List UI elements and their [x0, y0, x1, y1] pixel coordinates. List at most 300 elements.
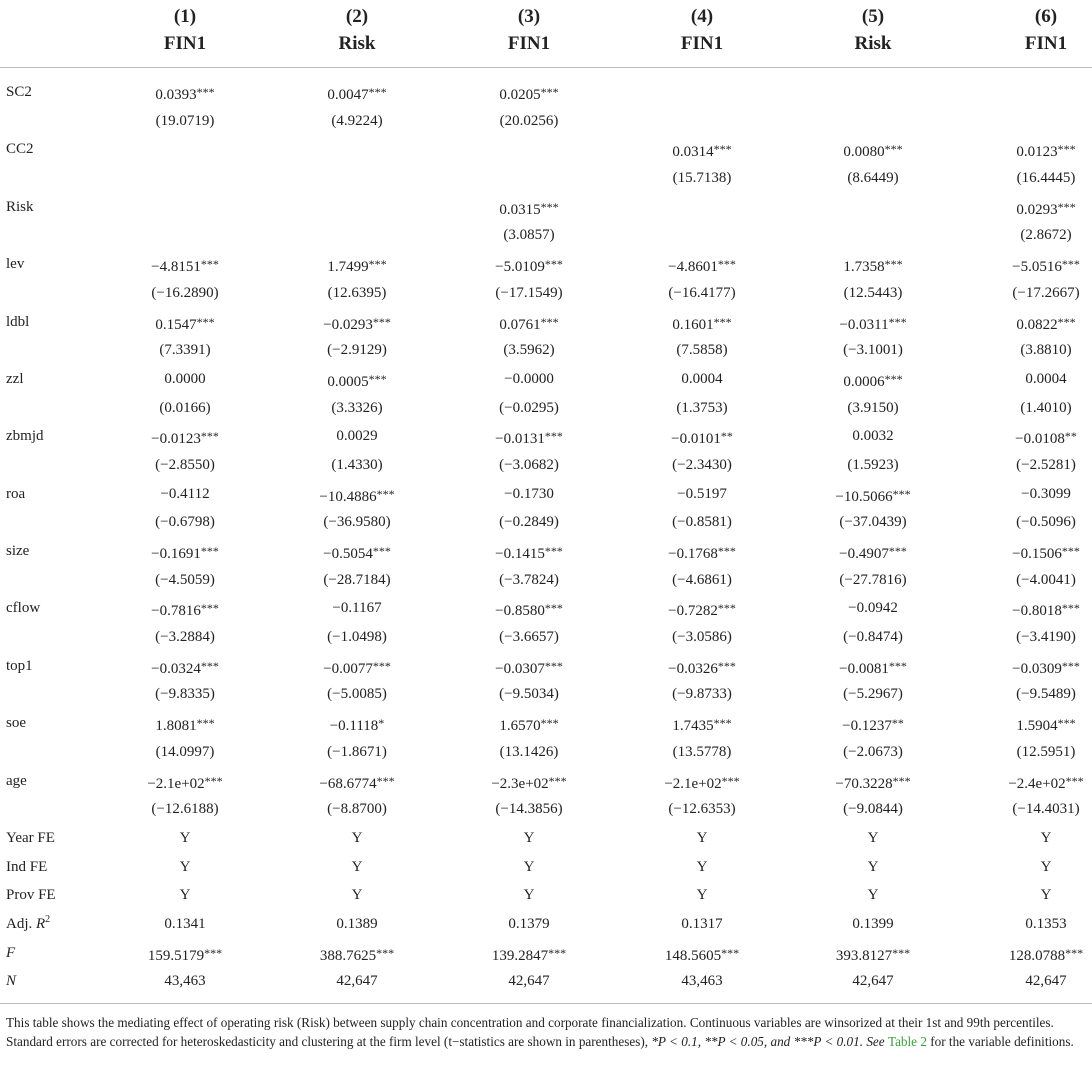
cell-value — [282, 336, 432, 365]
row-label: soe — [6, 715, 26, 732]
cell-number: (−0.2849) — [499, 514, 559, 531]
cell-number: (1.4010) — [1020, 399, 1072, 416]
cell-number: 0.0004 — [1025, 370, 1067, 387]
cell-number: 128.0788 — [1008, 947, 1066, 964]
cell-number: (−4.0041) — [1016, 571, 1076, 588]
cell-number: 0.1399 — [852, 915, 894, 932]
cell-number: 0.0047 — [327, 87, 369, 103]
column-header — [632, 0, 772, 57]
cell-value — [971, 394, 1092, 423]
cell-number: Y — [351, 858, 363, 875]
cell-value — [627, 738, 777, 767]
significance-stars: *** — [372, 314, 391, 329]
significance-stars: *** — [721, 773, 740, 788]
cell-value — [282, 967, 432, 996]
cell-value — [282, 250, 432, 282]
row-label: Ind FE — [6, 858, 48, 875]
cell-value — [282, 594, 432, 623]
cell-value — [971, 508, 1092, 537]
cell-number: (−14.3856) — [495, 801, 563, 818]
cell-number: −0.1730 — [504, 485, 554, 502]
significance-stars: *** — [884, 371, 903, 386]
cell-value — [282, 422, 432, 451]
cell-value — [971, 824, 1092, 853]
cell-number: −0.5054 — [323, 546, 373, 562]
significance-stars: *** — [548, 945, 567, 960]
cell-number: (20.0256) — [499, 112, 559, 129]
significance-stars: *** — [204, 945, 223, 960]
significance-stars: *** — [717, 601, 736, 616]
row-label: CC2 — [6, 141, 34, 158]
cell-value — [454, 336, 604, 365]
significance-stars: ** — [1064, 429, 1077, 444]
cell-value — [971, 709, 1092, 741]
cell-value — [282, 308, 432, 340]
significance-stars: *** — [368, 371, 387, 386]
cell-value — [454, 738, 604, 767]
cell-number: (−2.9129) — [327, 342, 387, 359]
cell-value — [282, 78, 432, 110]
cell-value — [110, 279, 260, 308]
cell-number: 139.2847 — [491, 947, 549, 964]
cell-value — [627, 508, 777, 537]
significance-stars: *** — [888, 314, 907, 329]
cell-number: −4.8151 — [151, 259, 201, 276]
cell-number: −2.1e+02 — [147, 775, 205, 792]
cell-number: (−4.6861) — [672, 571, 732, 588]
cell-number: −0.0307 — [495, 660, 545, 677]
significance-stars: *** — [884, 142, 903, 157]
significance-stars: *** — [372, 658, 391, 673]
cell-value — [110, 537, 260, 569]
row-label: cflow — [6, 600, 41, 617]
cell-number: (−14.4031) — [1012, 801, 1080, 818]
cell-value — [971, 365, 1092, 394]
row-label: SC2 — [6, 84, 32, 100]
significance-stars: *** — [1057, 314, 1076, 329]
cell-value — [282, 795, 432, 824]
column-variable: Risk — [338, 33, 376, 54]
cell-number: Y — [351, 829, 363, 846]
cell-number: −0.1691 — [151, 546, 201, 562]
table-row — [0, 967, 1092, 996]
cell-number: 43,463 — [681, 973, 723, 990]
cell-number: 0.1341 — [164, 915, 206, 932]
cell-number: (−16.2890) — [151, 284, 219, 301]
cell-value — [627, 910, 777, 939]
cell-number: 1.7358 — [843, 259, 885, 276]
cell-value — [971, 537, 1092, 569]
cell-value — [282, 939, 432, 971]
cell-value — [454, 594, 604, 626]
cell-value — [110, 107, 260, 136]
cell-number: −0.0081 — [839, 660, 889, 677]
table-row — [0, 910, 1092, 939]
cell-number: −0.0000 — [504, 370, 554, 387]
cell-number: 393.8127 — [835, 947, 893, 964]
cell-value — [627, 451, 777, 480]
cell-value — [971, 967, 1092, 996]
cell-number: 0.1547 — [155, 316, 197, 333]
cell-number: (−1.0498) — [327, 629, 387, 646]
cell-number: −0.0942 — [848, 600, 898, 617]
cell-number: −0.8580 — [495, 603, 545, 620]
cell-number: −0.8018 — [1012, 603, 1062, 620]
cell-value — [282, 394, 432, 423]
significance-stars: *** — [1061, 544, 1080, 558]
cell-value — [454, 279, 604, 308]
table-row — [0, 939, 1092, 968]
cell-value — [798, 537, 948, 569]
cell-number: −5.0516 — [1012, 259, 1062, 276]
cell-value — [454, 795, 604, 824]
cell-value — [627, 795, 777, 824]
significance-stars: *** — [1065, 945, 1084, 960]
row-label: age — [6, 772, 27, 789]
cell-value — [798, 451, 948, 480]
cell-number: 1.7435 — [672, 718, 714, 735]
row-label: roa — [6, 485, 26, 502]
cell-number: (−3.4190) — [1016, 629, 1076, 646]
significance-stars: *** — [713, 716, 732, 731]
cell-number: (−9.0844) — [843, 801, 903, 818]
cell-number: Y — [867, 829, 879, 846]
cell-value — [110, 939, 260, 971]
cell-value — [110, 336, 260, 365]
cell-number: 42,647 — [336, 973, 378, 990]
cell-value — [454, 709, 604, 741]
significance-stars: *** — [196, 314, 215, 329]
significance-stars: ** — [720, 429, 733, 444]
cell-number: 0.0029 — [336, 428, 378, 445]
cell-number: (1.5923) — [847, 456, 899, 473]
cell-value — [971, 853, 1092, 882]
cell-number: (3.9150) — [847, 399, 899, 416]
cell-value — [454, 910, 604, 939]
cell-value — [798, 394, 948, 423]
cell-number: −0.1415 — [495, 546, 545, 562]
cell-number: 42,647 — [508, 973, 550, 990]
cell-value — [971, 939, 1092, 971]
cell-number: Y — [1040, 858, 1052, 875]
cell-number: −0.7282 — [668, 603, 718, 620]
cell-value — [627, 537, 777, 569]
cell-number: Y — [696, 829, 708, 846]
cell-value — [627, 967, 777, 996]
footer-rule — [0, 1003, 1092, 1004]
row-label: Adj. $R^2$ — [6, 913, 51, 932]
table-row — [0, 451, 1092, 480]
cell-number: (−37.0439) — [839, 514, 907, 531]
cell-number: −70.3228 — [835, 775, 893, 792]
cell-number: −0.0101 — [671, 431, 721, 448]
cell-number: (−0.5096) — [1016, 514, 1076, 531]
cell-value — [971, 164, 1092, 193]
table-row — [0, 422, 1092, 451]
cell-value — [454, 566, 604, 595]
cell-value — [971, 250, 1092, 282]
cell-number: 0.0006 — [843, 373, 885, 390]
cell-number: (−3.7824) — [499, 571, 559, 588]
cell-number: 1.5904 — [1016, 718, 1058, 735]
significance-stars: *** — [196, 85, 215, 99]
row-label: Prov FE — [6, 887, 56, 904]
cell-value — [454, 221, 604, 250]
cell-number: (−27.7816) — [839, 571, 907, 588]
cell-value — [971, 422, 1092, 454]
cell-value — [798, 279, 948, 308]
cell-value — [627, 623, 777, 652]
cell-number: −10.5066 — [835, 488, 893, 505]
cell-value — [454, 767, 604, 799]
significance-stars: *** — [200, 429, 219, 444]
cell-number: −2.1e+02 — [664, 775, 722, 792]
significance-stars: *** — [200, 544, 219, 558]
cell-value — [798, 939, 948, 971]
cell-value — [282, 623, 432, 652]
row-label: zzl — [6, 370, 24, 387]
cell-value — [971, 623, 1092, 652]
cell-number: (−9.5034) — [499, 686, 559, 703]
cell-value — [282, 881, 432, 910]
cell-value — [798, 680, 948, 709]
table-row — [0, 738, 1092, 767]
cell-value — [282, 767, 432, 799]
column-variable: FIN1 — [163, 33, 207, 54]
significance-stars: *** — [892, 773, 911, 788]
row-label: Year FE — [6, 829, 55, 846]
cell-number: −0.1167 — [332, 600, 382, 617]
table-body — [0, 78, 1092, 996]
cell-value — [110, 594, 260, 626]
note-p1: *P < 0.1, — [651, 1034, 705, 1049]
cell-number: −0.1118 — [329, 718, 379, 735]
cell-number: (7.5858) — [676, 342, 728, 359]
cell-value — [454, 107, 604, 136]
cell-number: Y — [867, 858, 879, 875]
cell-number: (13.1426) — [499, 743, 559, 760]
table-row — [0, 221, 1092, 250]
cell-number: −0.3099 — [1021, 485, 1071, 502]
cell-number: (−1.8671) — [327, 743, 387, 760]
header-rule — [0, 67, 1092, 68]
cell-number: Y — [179, 858, 191, 875]
significance-stars: *** — [540, 716, 559, 731]
cell-number: (7.3391) — [159, 342, 211, 359]
cell-value — [454, 680, 604, 709]
cell-number: −0.4907 — [839, 546, 889, 562]
column-header — [459, 0, 599, 57]
table-row — [0, 881, 1092, 910]
cell-number: 0.0205 — [499, 87, 541, 103]
cell-number: −0.0309 — [1012, 660, 1062, 677]
cell-value — [798, 967, 948, 996]
table-header — [0, 0, 1092, 68]
significance-stars: * — [378, 716, 385, 731]
cell-number: Y — [1040, 829, 1052, 846]
cell-value — [971, 652, 1092, 684]
significance-stars: *** — [1057, 199, 1076, 214]
cell-number: (0.0166) — [159, 399, 211, 416]
cell-number: (3.8810) — [1020, 342, 1072, 359]
column-number: (4) — [690, 6, 714, 27]
cell-number: −68.6774 — [319, 775, 377, 792]
cell-number: (4.9224) — [331, 112, 383, 129]
cell-number: (−3.0682) — [499, 456, 559, 473]
table-row — [0, 480, 1092, 509]
row-label: size — [6, 543, 30, 559]
cell-value — [798, 738, 948, 767]
cell-number: (−2.5281) — [1016, 456, 1076, 473]
cell-value — [798, 623, 948, 652]
cell-value — [627, 365, 777, 394]
cell-number: (−2.0673) — [843, 743, 903, 760]
cell-number: (−3.0586) — [672, 629, 732, 646]
cell-number: (−9.5489) — [1016, 686, 1076, 703]
cell-value — [627, 336, 777, 365]
column-variable: Risk — [854, 33, 892, 54]
cell-value — [798, 135, 948, 167]
cell-value — [798, 767, 948, 799]
column-number: (6) — [1034, 6, 1058, 27]
cell-number: (−3.6657) — [499, 629, 559, 646]
cell-value — [971, 680, 1092, 709]
row-label: zbmjd — [6, 428, 44, 445]
cell-value — [971, 308, 1092, 340]
cell-value — [454, 365, 604, 394]
cell-value — [798, 336, 948, 365]
significance-stars: *** — [1065, 773, 1084, 788]
column-header — [976, 0, 1092, 57]
cell-number: −0.0131 — [495, 431, 545, 448]
note-text-end: for the variable definitions. — [926, 1034, 1074, 1049]
cell-number: −0.7816 — [151, 603, 201, 620]
cell-value — [798, 652, 948, 684]
cell-value — [454, 652, 604, 684]
row-label: N — [6, 973, 17, 990]
cell-value — [627, 250, 777, 282]
cell-number: (3.0857) — [503, 227, 555, 244]
cell-value — [971, 566, 1092, 595]
cell-value — [627, 652, 777, 684]
table-row — [0, 508, 1092, 537]
cell-number: 0.0822 — [1016, 316, 1058, 333]
cell-number: 0.0761 — [499, 316, 541, 333]
cell-value — [282, 451, 432, 480]
cell-value — [282, 480, 432, 512]
cell-value — [798, 881, 948, 910]
cell-value — [798, 365, 948, 397]
cell-number: 159.5179 — [147, 947, 205, 964]
cell-value — [282, 279, 432, 308]
cell-number: 0.1601 — [672, 316, 714, 333]
significance-stars: *** — [368, 257, 387, 272]
cell-number: (−2.3430) — [672, 456, 732, 473]
cell-value — [971, 910, 1092, 939]
significance-stars: *** — [888, 544, 907, 558]
significance-stars: *** — [540, 199, 559, 214]
cell-value — [798, 853, 948, 882]
significance-stars: ** — [891, 716, 904, 731]
significance-stars: *** — [1057, 142, 1076, 157]
cell-number: (−36.9580) — [323, 514, 391, 531]
cell-number: Y — [523, 887, 535, 904]
cell-value — [798, 910, 948, 939]
cell-value — [110, 480, 260, 509]
significance-stars: *** — [888, 658, 907, 673]
cell-number: 1.7499 — [327, 259, 369, 276]
cell-number: −0.0326 — [668, 660, 718, 677]
significance-stars: *** — [196, 716, 215, 731]
cell-number: −0.1506 — [1012, 546, 1062, 562]
cell-value — [798, 508, 948, 537]
table-row — [0, 336, 1092, 365]
table-row — [0, 279, 1092, 308]
significance-stars: *** — [884, 257, 903, 272]
cell-number: (−0.6798) — [155, 514, 215, 531]
cell-value — [454, 394, 604, 423]
cell-value — [454, 537, 604, 569]
table-2-link[interactable]: Table 2 — [887, 1034, 927, 1049]
table-row — [0, 193, 1092, 222]
row-label: ldbl — [6, 313, 30, 330]
cell-number: 43,463 — [164, 973, 206, 990]
cell-value — [110, 680, 260, 709]
column-number: (3) — [517, 6, 541, 27]
cell-number: 0.1379 — [508, 915, 550, 932]
table-row — [0, 365, 1092, 394]
cell-value — [454, 508, 604, 537]
significance-stars: *** — [544, 544, 563, 558]
cell-number: (12.5443) — [843, 284, 903, 301]
cell-value — [110, 508, 260, 537]
table-row — [0, 824, 1092, 853]
cell-number: Y — [523, 829, 535, 846]
cell-number: 0.0314 — [672, 144, 714, 161]
significance-stars: *** — [1057, 716, 1076, 731]
cell-number: (−0.0295) — [499, 399, 559, 416]
cell-number: (−9.8335) — [155, 686, 215, 703]
significance-stars: *** — [1061, 658, 1080, 673]
cell-number: 1.6570 — [499, 718, 541, 735]
significance-stars: *** — [376, 773, 395, 788]
cell-value — [282, 738, 432, 767]
cell-value — [110, 853, 260, 882]
row-label: Risk — [6, 198, 34, 215]
cell-value — [798, 594, 948, 623]
cell-value — [454, 881, 604, 910]
table-row — [0, 250, 1092, 279]
cell-value — [282, 508, 432, 537]
cell-number: (−0.8474) — [843, 629, 903, 646]
cell-value — [798, 164, 948, 193]
table-note — [6, 1013, 1086, 1051]
cell-value — [282, 910, 432, 939]
cell-number: −0.0311 — [839, 316, 889, 333]
significance-stars: *** — [713, 314, 732, 329]
cell-value — [282, 709, 432, 741]
cell-value — [110, 308, 260, 340]
table-row — [0, 767, 1092, 796]
cell-value — [627, 422, 777, 454]
cell-value — [282, 365, 432, 397]
cell-value — [454, 623, 604, 652]
significance-stars: *** — [1061, 257, 1080, 272]
table-row — [0, 795, 1092, 824]
cell-number: −2.3e+02 — [491, 775, 549, 792]
cell-value — [627, 939, 777, 971]
cell-value — [110, 566, 260, 595]
